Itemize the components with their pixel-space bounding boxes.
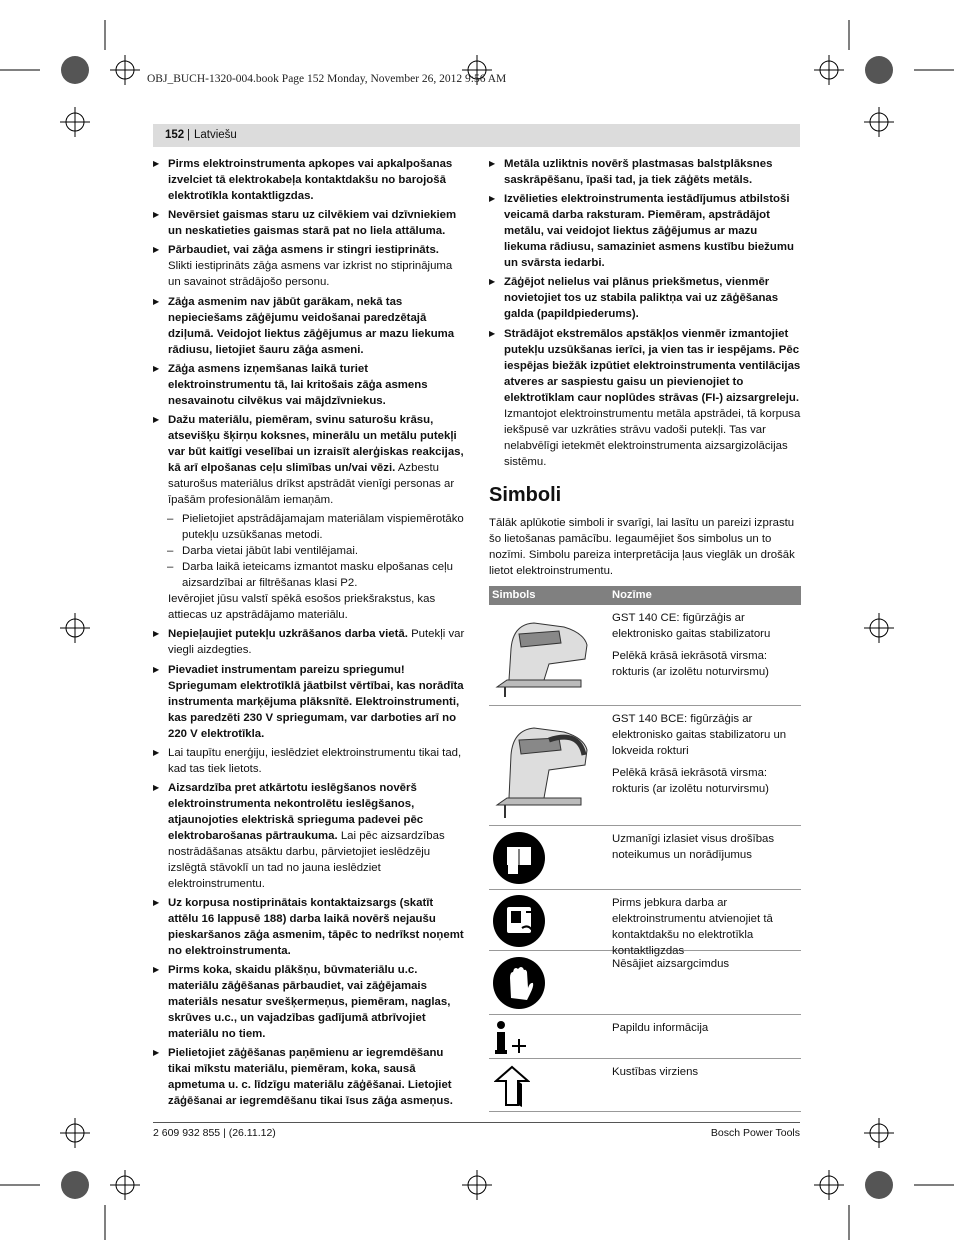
bullet-bold-text: Nepieļaujiet putekļu uzkrāšanos darba vietā. — [168, 628, 408, 641]
left-column — [153, 156, 465, 1113]
meaning-line: Pelēkā krāsā iekrāsotā virsma: rokturis (ar izolētu noturvirsmu) — [612, 650, 769, 678]
symbol-meaning — [612, 1064, 802, 1086]
bullet-bold-text: Nevērsiet gaismas staru uz cilvēkiem vai dzīvniekiem un neskatieties gaismas starā pat no liela attāluma. — [168, 209, 457, 238]
unplug-icon — [492, 894, 546, 953]
safety-bullet — [153, 242, 465, 290]
safety-bullet — [153, 962, 465, 1042]
footer-right: Bosch Power Tools — [710, 1127, 800, 1139]
footer-left: 2 609 932 855 | (26.11.12) — [153, 1127, 276, 1139]
safety-bullet — [489, 191, 801, 271]
safety-bullet — [153, 412, 465, 508]
symbol-row — [489, 951, 801, 1015]
bullet-bold-text: Pārbaudiet, vai zāģa asmens ir stingri iestiprināts. — [168, 244, 439, 257]
page-header — [153, 124, 800, 147]
right-column — [489, 156, 801, 473]
dash-item: – Darba laikā ieteicams izmantot masku elpošanas ceļu aizsardzībai ar filtrēšanas klasi P2. — [153, 559, 465, 591]
bullet-text: Lai pēc aizsardzības nostrādāšanas atsāktu darbu, pārvietojiet ieslēdzēju izslēgtā stāvoklī un tad no jauna ieslēdziet elektroinstrumentu. — [168, 829, 445, 890]
safety-bullet — [153, 294, 465, 358]
safety-bullet — [153, 895, 465, 959]
safety-bullet — [153, 207, 465, 239]
bullet-bold-text: Strādājot ekstremālos apstākļos vienmēr izmantojiet putekļu uzsūkšanas ierīci, ja vien tas ir iespējams. Pēc iespējas biežāk izpūtiet elektroinstrumenta ventilācijas atveres ar saspiestu gaisu un pievienojiet to elektrotīklam caur noplūdes strāvas (FI-) aizsargreleju. — [504, 327, 801, 404]
meaning-line: Nēsājiet aizsargcimdus — [612, 958, 730, 970]
bullet-bold-text: Pirms elektroinstrumenta apkopes vai apkalpošanas izvelciet tā elektrokabeļa kontaktdakšu no barojošā elektrotīkla kontaktligzdas. — [168, 158, 453, 202]
symbol-row — [489, 706, 801, 826]
header-separator: | — [187, 129, 190, 141]
safety-bullet — [489, 326, 801, 470]
table-header — [489, 586, 801, 605]
safety-bullet — [153, 156, 465, 204]
symbol-meaning — [612, 831, 802, 869]
bullet-bold-text: Dažu materiālu, piemēram, svinu saturošu krāsu, atsevišķu šķirņu koksnes, minerālu un metālu putekļi var būt kaitīgi veselībai un izraisīt alerģiskas reakcijas, kā arī elpošanas ceļu slimības un/vai vēzi. — [168, 413, 464, 474]
page-number: 152 — [165, 129, 185, 141]
symbol-meaning — [612, 956, 802, 978]
section-title: Simboli — [489, 484, 562, 506]
bullet-bold-text: Pielietojiet zāģēšanas paņēmienu ar iegremdēšanu tikai mīkstu materiālu, piemēram, koka, sausā apmetuma u. c. līdzīgu materiālu zāģēšanai. Lietojiet zāģēšanai ar iegremdēšanu tikai īsus zāģa asmeņus. — [168, 1047, 453, 1108]
print-line: OBJ_BUCH-1320-004.book Page 152 Monday, November 26, 2012 9:56 AM — [147, 73, 507, 85]
section-intro: Tālāk aplūkotie simboli ir svarīgi, lai lasītu un pareizi izprastu šo lietošanas pamācību. Iegaumējiet šos simbolus un to nozīmi. Simbolu pareiza interpretācija ļaus vieglāk un drošāk lietot elektroinstrumentu. — [489, 517, 795, 577]
dash-item: – Pielietojiet apstrādājamajam materiālam vispiemērotāko putekļu uzsūkšanas metodi. — [153, 511, 465, 543]
info-plus-icon — [492, 1019, 532, 1064]
safety-bullet — [489, 156, 801, 188]
bullet-bold-text: Aizsardzība pret atkārtotu ieslēgšanos novērš elektroinstrumenta nekontrolētu ieslēgšanos, atjaunojoties elektriskā sprieguma padevei pēc elektrobarošanas pārtraukuma. — [168, 781, 424, 842]
bullet-text: Putekļi var viegli aizdegties. — [168, 628, 465, 657]
meaning-line: GST 140 BCE: figūrzāģis ar elektronisko gaitas stabilizatoru un lokveida rokturi — [612, 713, 787, 757]
bullet-bold-text: Pirms koka, skaidu plākšņu, būvmateriālu u.c. materiālu zāģēšanas pārbaudiet, vai zāģējamais materiāls nesatur svešķermeņus, piemēram, naglas, skrūves u.c., un vajadzības gadījumā atbrīvojiet materiālu no tiem. — [168, 964, 451, 1041]
symbol-row — [489, 1015, 801, 1059]
dash-item: – Darba vietai jābūt labi ventilējamai. — [153, 543, 465, 559]
safety-bullet — [153, 745, 465, 777]
bullet-bold-text: Izvēlieties elektroinstrumenta iestādījumus atbilstoši veicamā darba raksturam. Piemēram, apstrādājot metālu, vai veidojot liektus zāģējumus ar mazu liekuma rādiusu, samaziniet asmens kustību biežumu un svārsta iedarbi. — [504, 193, 794, 270]
jigsaw-gst140bce-icon — [489, 710, 599, 827]
meaning-line: Kustības virziens — [612, 1066, 699, 1078]
bullet-text: Lai taupītu enerģiju, ieslēdziet elektroinstrumentu tikai tad, kad tas tiek lietots. — [168, 746, 462, 775]
gloves-icon — [492, 956, 546, 1015]
safety-bullet — [153, 780, 465, 892]
direction-arrow-icon — [494, 1065, 530, 1112]
bullet-text: Slikti iestiprināts zāģa asmens var izkrist no stiprinājuma un savainot strādājošo personu. — [168, 260, 453, 289]
bullet-bold-text: Metāla uzliktnis novērš plastmasas balstplāksnes saskrāpēšanu, īpaši tad, ja tiek zāģēts metāls. — [504, 158, 773, 186]
meaning-line: Pirms jebkura darba ar elektroinstrumentu atvienojiet tā kontaktdakšu no elektrotīkla kontaktligzdas — [612, 897, 773, 957]
symbol-row — [489, 1059, 801, 1112]
symbol-row — [489, 605, 801, 706]
bullet-bold-text: Zāģējot nelielus vai plānus priekšmetus, vienmēr novietojiet tos uz stabila paliktņa vai uz zāģēšanas galda (papildpiederums). — [504, 276, 779, 321]
note-paragraph: Ievērojiet jūsu valstī spēkā esošos priekšrakstus, kas attiecas uz apstrādājamo materiālu. — [168, 593, 436, 622]
bullet-text: Izmantojot elektroinstrumentu metāla apstrādei, tā korpusa iekšpusē var uzkrāties strāvu vadoši putekļi. Tas var nelabvēlīgi ietekmēt elektroinstrumenta aizsargizolācijas sistēmu. — [504, 407, 801, 468]
footer-rule — [153, 1122, 800, 1123]
header-symbol: Simbols — [492, 589, 536, 601]
read-manual-icon — [492, 831, 546, 890]
bullet-bold-text: Zāģa asmens izņemšanas laikā turiet elektroinstrumentu tā, lai kritošais zāģa asmens nesavainotu cilvēkus vai mājdzīvniekus. — [168, 362, 428, 407]
symbol-meaning — [612, 610, 802, 686]
safety-bullet — [153, 361, 465, 409]
bullet-bold-text: Pievadiet instrumentam pareizu spriegumu! Spriegumam elektrotīklā jāatbilst vērtībai, kas norādīta instrumenta marķējuma plāksnītē. Elektroinstrumenti, kas paredzēti 230 V spriegumam, var darboties arī no 220 V elektrotīkla. — [168, 663, 464, 740]
header-language: Latviešu — [194, 129, 237, 141]
bullet-bold-text: Zāģa asmenim nav jābūt garākam, nekā tas nepieciešams zāģējumu veidošanai paredzētajā dziļumā. Veidojot liektus zāģējumus ar mazu liekuma rādiusu, lietojiet šauru zāģa asmeni. — [168, 295, 455, 356]
meaning-line: GST 140 CE: figūrzāģis ar elektronisko gaitas stabilizatoru — [612, 612, 771, 640]
symbol-meaning — [612, 711, 802, 803]
safety-bullet — [153, 1045, 465, 1109]
safety-bullet — [153, 626, 465, 658]
safety-bullet — [489, 274, 801, 322]
symbol-row — [489, 826, 801, 890]
symbols-table — [489, 586, 801, 1112]
symbol-row — [489, 890, 801, 957]
jigsaw-gst140ce-icon — [489, 609, 599, 704]
symbol-meaning — [612, 1020, 802, 1042]
meaning-line: Pelēkā krāsā iekrāsotā virsma: rokturis (ar izolētu noturvirsmu) — [612, 767, 769, 795]
meaning-line: Uzmanīgi izlasiet visus drošības noteikumus un norādījumus — [612, 833, 775, 861]
header-meaning: Nozīme — [612, 589, 652, 601]
safety-bullet — [153, 662, 465, 742]
meaning-line: Papildu informācija — [612, 1022, 709, 1034]
bullet-bold-text: Uz korpusa nostiprinātais kontaktaizsargs (skatīt attēlu 16 lappusē 188) darba laikā novērš nejaušu pieskaršanos zāģa asmenim, tāpēc to nedrīkst noņemt no elektroinstrumenta. — [168, 897, 464, 958]
bullet-text: Azbestu saturošus materiālus drīkst apstrādāt vienīgi personas ar īpašām profesionālām iemaņām. — [168, 461, 455, 506]
